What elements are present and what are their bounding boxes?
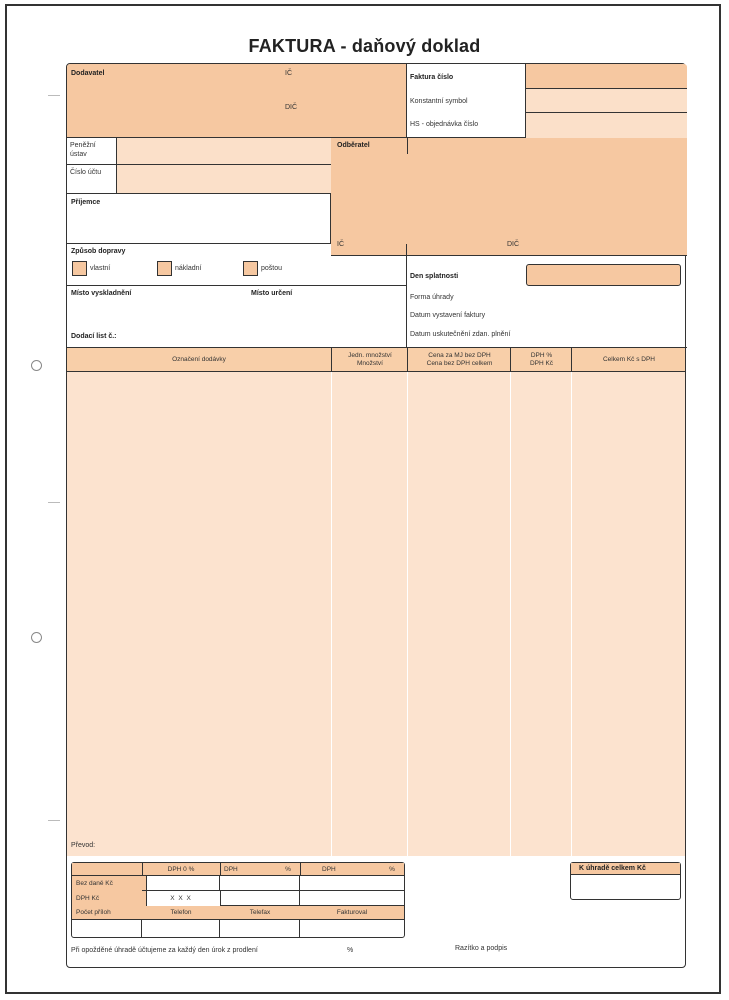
summary-vat-xxx: X X X bbox=[142, 891, 221, 907]
col-unit-qty bbox=[331, 348, 408, 372]
col-sep bbox=[571, 372, 572, 856]
fax-field[interactable] bbox=[220, 919, 300, 937]
total-due-box bbox=[570, 862, 681, 900]
due-date-field[interactable] bbox=[526, 264, 681, 286]
transport-option-own: vlastní bbox=[90, 265, 111, 272]
late-fee-percent: % bbox=[347, 947, 354, 954]
transport-option-freight: nákladní bbox=[175, 265, 202, 272]
col-sep bbox=[407, 372, 408, 856]
taxable-date-label: Datum uskutečnění zdan. plnění bbox=[410, 331, 511, 338]
destination-label: Místo určení bbox=[251, 290, 293, 297]
total-due-field[interactable] bbox=[571, 875, 680, 899]
summary-row-attachments: Počet příloh bbox=[72, 906, 147, 920]
customer-label: Odběratel bbox=[337, 142, 370, 149]
col-qty-label: Množství bbox=[356, 360, 383, 367]
summary-vat-vat1[interactable] bbox=[220, 891, 300, 906]
invoice-number-label: Faktura číslo bbox=[410, 74, 454, 81]
order-number-field[interactable] bbox=[525, 113, 687, 138]
transport-checkbox-own[interactable] bbox=[72, 261, 87, 276]
phone-field[interactable] bbox=[142, 919, 220, 937]
total-due-header bbox=[571, 863, 680, 875]
summary-base-vat0[interactable] bbox=[142, 876, 220, 891]
col-sep bbox=[510, 372, 511, 856]
customer-divider bbox=[407, 138, 408, 154]
attachments-count-field[interactable] bbox=[72, 919, 142, 937]
recipient-block[interactable] bbox=[67, 194, 331, 244]
late-fee-text: Při opožděné úhradě účtujeme za každý den úrok z prodlení bbox=[71, 947, 258, 954]
fold-mark bbox=[48, 502, 60, 503]
invoice-number-field[interactable] bbox=[525, 64, 687, 89]
document-title: FAKTURA - daňový doklad bbox=[248, 36, 481, 56]
order-number-label: HS - objednávka číslo bbox=[410, 121, 479, 128]
constant-symbol-label: Konstantní symbol bbox=[410, 98, 468, 105]
summary-base-vat2[interactable] bbox=[300, 876, 404, 891]
money-institution-field[interactable] bbox=[117, 138, 331, 165]
account-number-label: Číslo účtu bbox=[70, 169, 102, 176]
payment-form-label: Forma úhrady bbox=[410, 294, 454, 301]
account-number-cell bbox=[67, 165, 117, 194]
items-body[interactable] bbox=[67, 372, 685, 856]
money-institution-label: Peněžní ústav bbox=[70, 142, 96, 158]
due-date-label: Den splatnosti bbox=[410, 273, 459, 280]
issue-date-label: Datum vystavení faktury bbox=[410, 312, 486, 319]
summary-row-vat: DPH Kč bbox=[72, 891, 147, 907]
customer-ic-label: IČ bbox=[337, 241, 344, 248]
summary-fax-label: Telefax bbox=[220, 906, 301, 920]
unloading-place-label: Místo vyskladnění bbox=[71, 290, 132, 297]
summary-h-pct2: % bbox=[389, 865, 395, 873]
col-description: Označení dodávky bbox=[172, 356, 226, 363]
transport-checkbox-freight[interactable] bbox=[157, 261, 172, 276]
summary-header-row bbox=[72, 863, 404, 876]
supplier-ic-label: IČ bbox=[285, 70, 292, 77]
summary-h-vat0: DPH 0 % bbox=[142, 863, 221, 875]
col-sep bbox=[331, 372, 332, 856]
col-vat-amount-label: DPH Kč bbox=[529, 360, 554, 367]
items-header bbox=[67, 348, 685, 372]
summary-phone-label: Telefon bbox=[142, 906, 221, 920]
col-unit-label: Jedn. množství bbox=[348, 352, 392, 359]
punch-hole bbox=[31, 360, 42, 371]
summary-row-base: Bez daně Kč bbox=[72, 876, 147, 892]
col-total-price-label: Cena bez DPH celkem bbox=[426, 360, 493, 367]
summary-base-vat1[interactable] bbox=[220, 876, 300, 891]
items-table bbox=[67, 348, 685, 856]
delivery-note-label: Dodací list č.: bbox=[71, 333, 117, 340]
summary-h-vat2: DPH bbox=[322, 865, 336, 873]
transport-label: Způsob dopravy bbox=[71, 248, 126, 255]
transport-option-post: poštou bbox=[261, 265, 283, 272]
col-price bbox=[407, 348, 511, 372]
invoice-form bbox=[66, 63, 686, 968]
col-vat-pct-label: DPH % bbox=[530, 352, 553, 359]
invoice-meta-block bbox=[407, 64, 687, 138]
fold-mark bbox=[48, 820, 60, 821]
dates-block bbox=[407, 256, 687, 348]
summary-issued-by-label: Fakturoval bbox=[300, 906, 404, 920]
bank-block bbox=[67, 138, 331, 194]
places-block[interactable] bbox=[67, 286, 407, 348]
col-vat bbox=[510, 348, 572, 372]
supplier-dic-label: DIČ bbox=[285, 104, 298, 111]
summary-vat-vat2[interactable] bbox=[300, 891, 404, 906]
recipient-label: Příjemce bbox=[71, 199, 101, 206]
summary-h-pct1: % bbox=[276, 863, 301, 875]
transport-block bbox=[67, 244, 407, 286]
col-total: Celkem Kč s DPH bbox=[571, 348, 686, 372]
total-due-label: K úhradě celkem Kč bbox=[579, 865, 646, 872]
stamp-signature-label: Razítko a podpis bbox=[455, 945, 508, 952]
vat-summary-table bbox=[71, 862, 405, 938]
customer-block[interactable] bbox=[331, 138, 687, 256]
constant-symbol-field[interactable] bbox=[525, 89, 687, 113]
transport-checkbox-post[interactable] bbox=[243, 261, 258, 276]
account-number-field[interactable] bbox=[117, 165, 331, 194]
fold-mark bbox=[48, 95, 60, 96]
carry-over-label: Převod: bbox=[71, 842, 96, 849]
summary-corner bbox=[72, 863, 143, 875]
punch-hole bbox=[31, 632, 42, 643]
supplier-label: Dodavatel bbox=[71, 70, 105, 77]
money-institution-cell bbox=[67, 138, 117, 165]
issued-by-field[interactable] bbox=[300, 919, 404, 937]
supplier-block[interactable] bbox=[67, 64, 407, 138]
col-unit-price-label: Cena za MJ bez DPH bbox=[428, 352, 491, 359]
customer-dic-label: DIČ bbox=[507, 241, 520, 248]
summary-h-vat1: DPH bbox=[224, 865, 238, 873]
